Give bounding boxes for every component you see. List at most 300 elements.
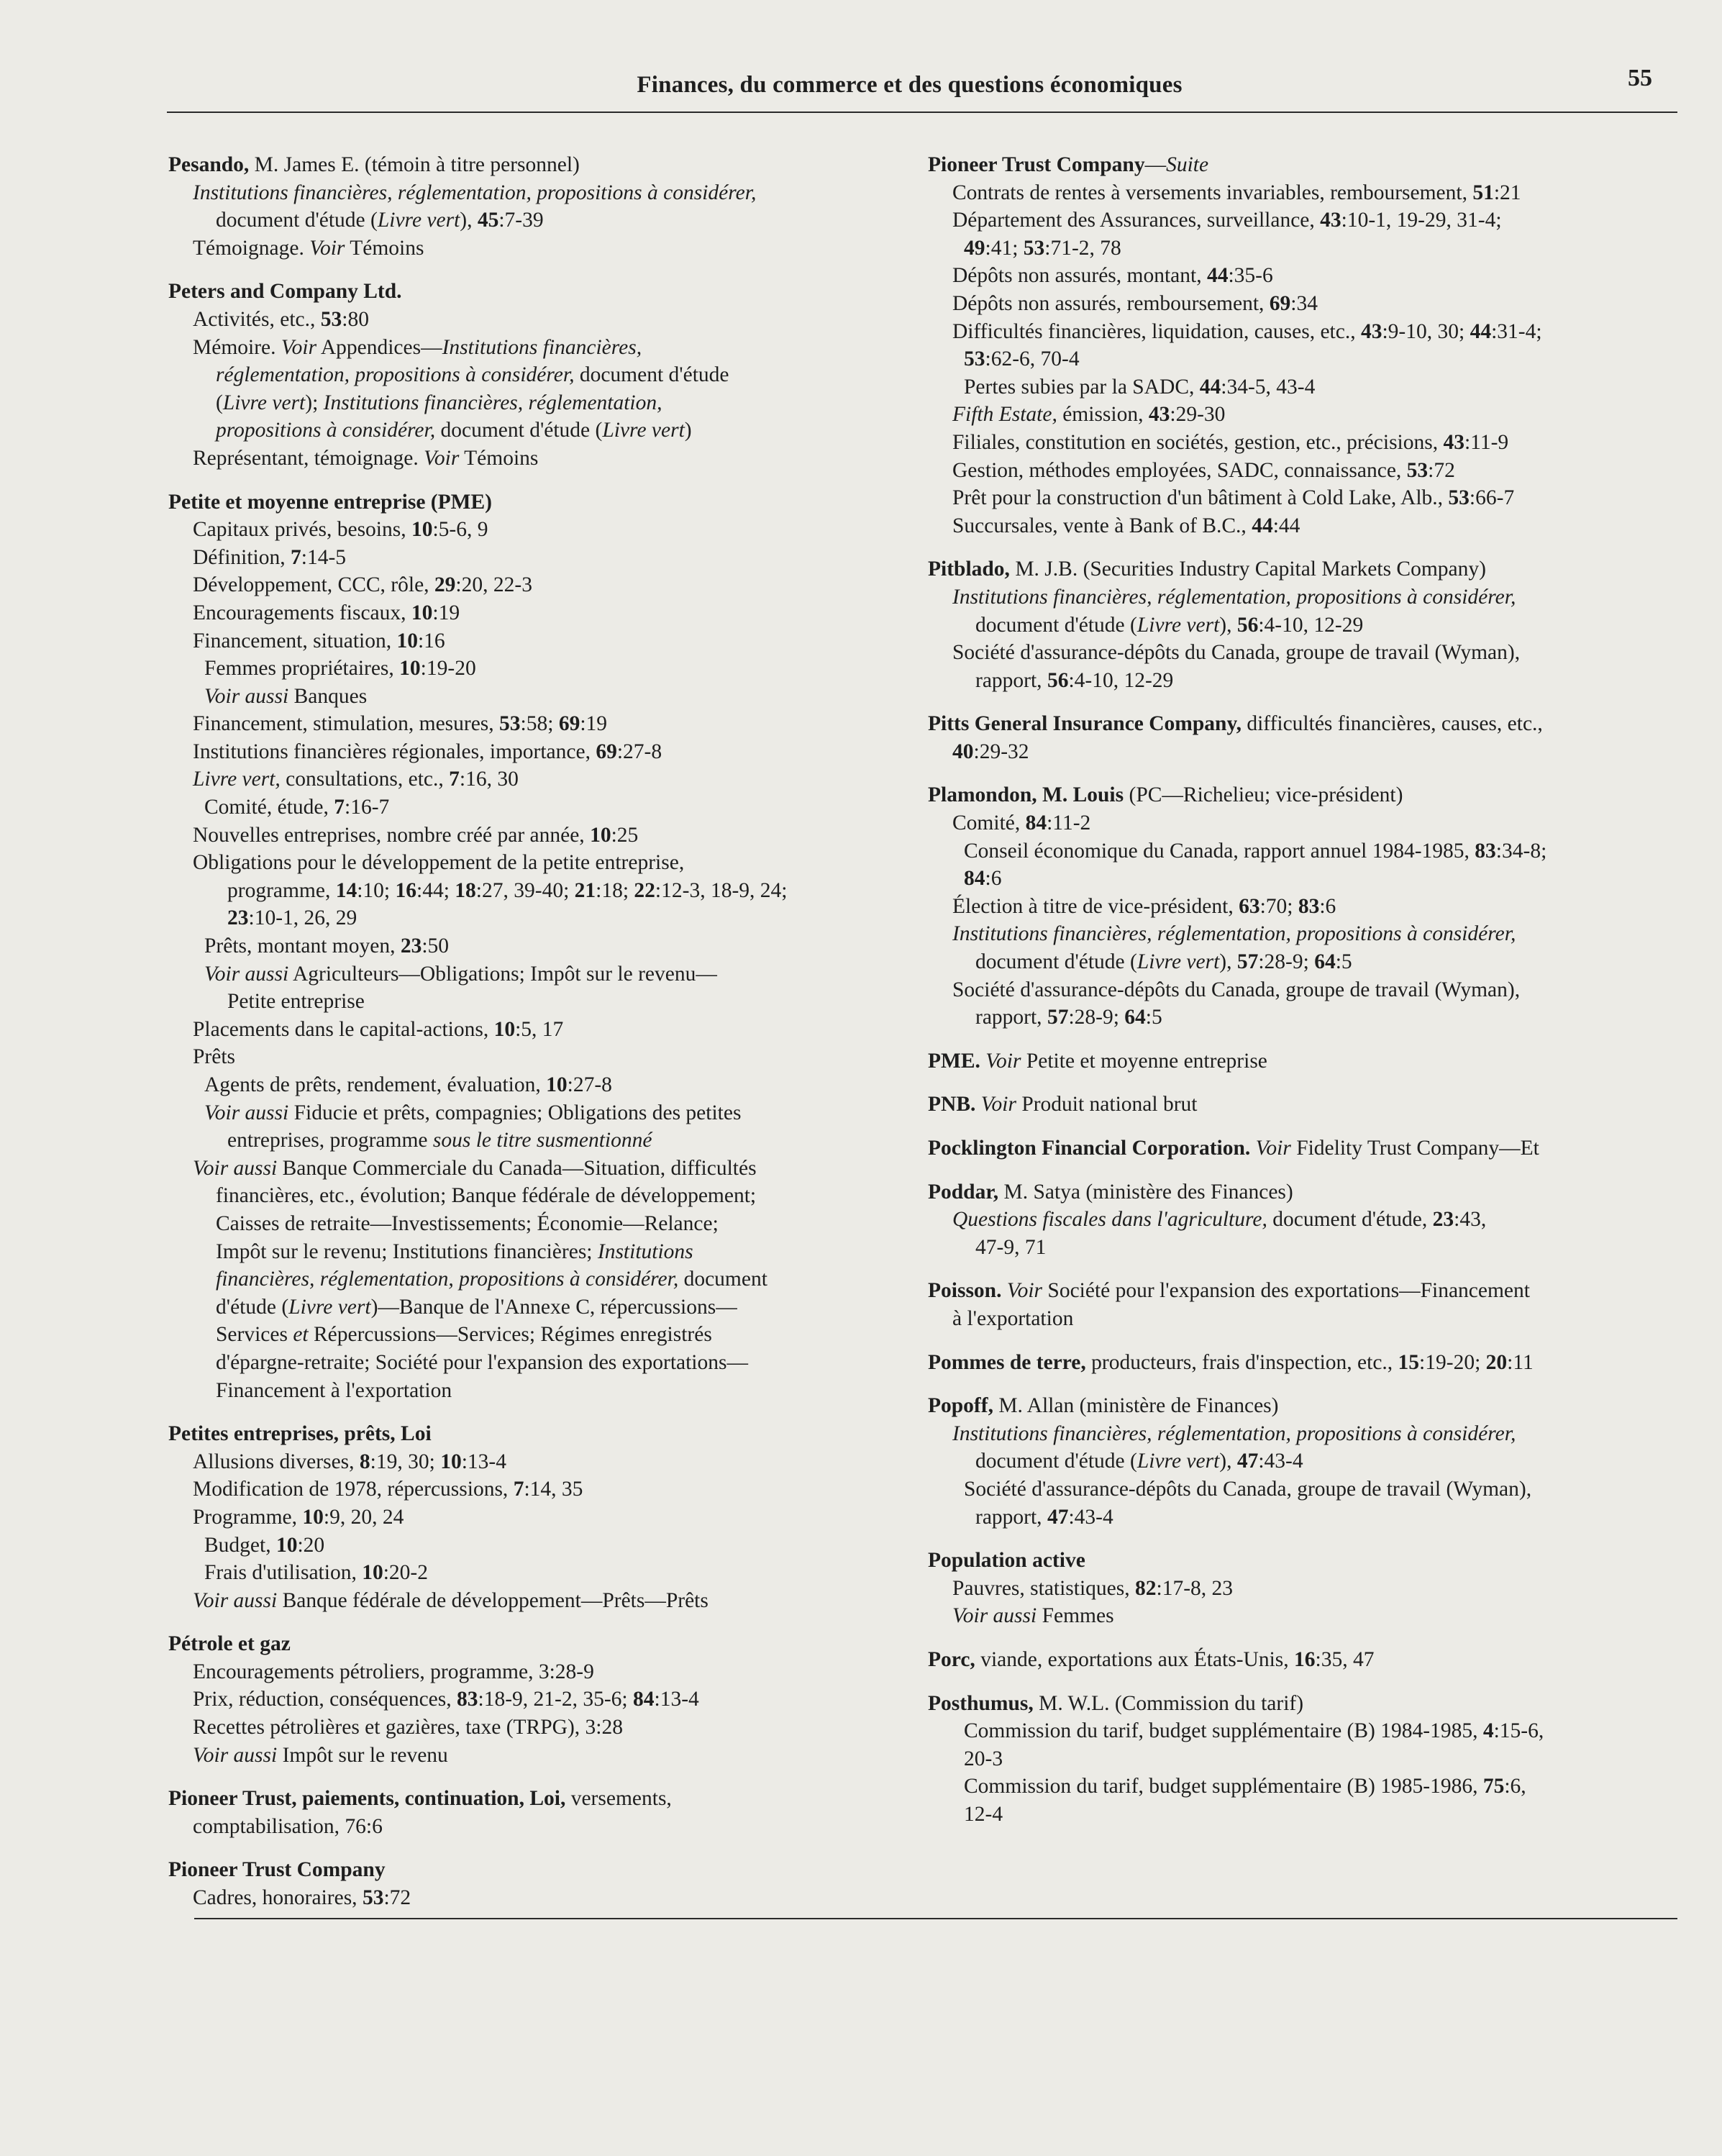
italic-text: Institutions financières, réglementation, propositions à considérer, [193, 181, 757, 204]
bold-text: 53 [1406, 458, 1429, 482]
text-run: Dépôts non assurés, montant, [952, 264, 1207, 288]
index-entry [928, 781, 1683, 1031]
italic-text: Voir aussi [204, 962, 289, 986]
italic-text: Institutions financières, réglementation, propositions à considérer, [952, 585, 1516, 609]
index-subentry-line [928, 1801, 1683, 1829]
text-run: :34-8; [1495, 839, 1547, 863]
text-run: :25 [611, 823, 639, 847]
bold-text: 29 [434, 573, 456, 597]
text-run: )—Banque de l'Annexe C, répercussions— [370, 1295, 737, 1319]
index-subentry-line [168, 627, 909, 655]
index-subentry-line [928, 865, 1683, 893]
index-heading-line [168, 1785, 909, 1813]
index-subentry-line [168, 417, 909, 445]
bold-text: 45 [477, 209, 499, 232]
text-run: Nouvelles entreprises, nombre créé par année, [193, 823, 591, 847]
index-subentry-line [168, 1813, 909, 1841]
index-subentry-line [928, 262, 1683, 290]
text-run: :27-8 [616, 740, 662, 763]
bold-text: 10 [590, 823, 611, 847]
bold-text: 47 [1236, 1450, 1259, 1473]
italic-text: Voir aussi [193, 1156, 278, 1180]
italic-text: Suite [1166, 153, 1209, 176]
text-run: Élection à titre de vice-président, [952, 894, 1239, 918]
text-run: :7-39 [498, 209, 544, 232]
page-header [167, 63, 1652, 114]
text-run: Témoins [345, 236, 424, 260]
text-run: :6 [1319, 894, 1336, 918]
index-heading-line [168, 151, 909, 179]
text-run: :62-6, 70-4 [985, 347, 1080, 371]
italic-text: Voir [980, 1093, 1016, 1116]
text-run: :58; [520, 712, 559, 736]
bold-text: Pitts General Insurance Company, [928, 712, 1242, 736]
text-run: ), [1219, 613, 1237, 637]
bold-text: 4 [1482, 1719, 1494, 1743]
index-heading-line [928, 1134, 1683, 1163]
index-subentry-line [928, 1575, 1683, 1603]
text-run: :10; [357, 878, 396, 902]
index-subentry-line [928, 206, 1683, 235]
text-run: Modification de 1978, répercussions, [193, 1478, 514, 1501]
bold-text: 83 [1298, 894, 1320, 918]
text-run: (PC—Richelieu; vice-président) [1124, 783, 1403, 807]
text-run: :19-20; [1419, 1350, 1486, 1374]
text-run: :72 [383, 1886, 411, 1910]
bold-text: 21 [574, 878, 596, 902]
text-run: Petite et moyenne entreprise [1021, 1049, 1267, 1073]
text-run: Contrats de rentes à versements invariables, remboursement, [952, 181, 1473, 204]
index-entry [928, 1091, 1683, 1119]
bold-text: Petites entreprises, prêts, Loi [168, 1422, 432, 1446]
index-subentry-line [168, 361, 909, 389]
index-subentry-line [168, 1127, 909, 1155]
bold-text: 63 [1239, 894, 1260, 918]
index-subentry-line [168, 988, 909, 1016]
text-run: Filiales, constitution en sociétés, gestion, etc., précisions, [952, 430, 1444, 454]
italic-text: Livre vert [1136, 613, 1220, 637]
text-run: :70; [1259, 894, 1298, 918]
text-run: Répercussions—Services; Régimes enregistrés [308, 1323, 712, 1347]
text-run: :71-2, 78 [1044, 236, 1121, 260]
text-run: :15-6, [1493, 1719, 1544, 1743]
text-run: Prêts, montant moyen, [204, 934, 401, 958]
index-subentry-line [168, 904, 909, 932]
index-entry [928, 1690, 1683, 1829]
index-subentry-line [168, 1532, 909, 1560]
text-run: Financement à l'exportation [216, 1378, 452, 1402]
index-column-right [928, 151, 1683, 1844]
text-run: versements, [565, 1787, 672, 1811]
index-heading-line [928, 1047, 1683, 1075]
bold-text: 44 [1470, 319, 1492, 343]
text-run: M. W.L. (Commission du tarif) [1033, 1691, 1304, 1715]
text-run: :34-5, 43-4 [1221, 375, 1316, 399]
text-run: document d'étude ( [975, 1450, 1137, 1473]
text-run: :34 [1290, 291, 1318, 315]
text-run: :19 [432, 601, 460, 624]
index-subentry-line [168, 1238, 909, 1266]
bold-text: 57 [1236, 950, 1259, 974]
index-heading-line [928, 1646, 1683, 1674]
text-run: :20 [297, 1533, 325, 1557]
bold-text: Pioneer Trust Company [168, 1858, 386, 1882]
text-run: d'étude ( [216, 1295, 289, 1319]
text-run: M. Satya (ministère des Finances) [998, 1180, 1293, 1204]
text-run: Financement, stimulation, mesures, [193, 712, 500, 736]
text-run: :28-9; [1068, 1006, 1125, 1029]
text-run: :20-2 [383, 1561, 428, 1585]
text-run: :29-30 [1170, 403, 1226, 427]
italic-text: sous le titre susmentionné [432, 1129, 652, 1152]
text-run: :11-2 [1047, 811, 1091, 835]
bold-text: 7 [513, 1478, 524, 1501]
text-run: :16 [417, 629, 445, 652]
text-run: :80 [342, 307, 369, 331]
index-subentry-line [928, 457, 1683, 485]
index-column-left [168, 151, 909, 1928]
index-subentry-line [928, 583, 1683, 611]
text-run: M. J.B. (Securities Industry Capital Markets Company) [1009, 558, 1486, 581]
bold-text: 7 [291, 545, 301, 569]
index-subentry-line [928, 1717, 1683, 1745]
italic-text: Livre vert [377, 209, 460, 232]
bold-text: 20 [1485, 1350, 1508, 1374]
text-run: :72 [1428, 458, 1455, 482]
index-subentry-line [928, 1206, 1683, 1234]
bold-text: 75 [1482, 1775, 1505, 1798]
bold-text: Plamondon, M. Louis [928, 783, 1124, 807]
text-run: ) [684, 419, 692, 442]
italic-text: Voir aussi [204, 684, 289, 708]
index-subentry-line [928, 1305, 1683, 1333]
bold-text: 44 [1252, 514, 1273, 537]
page-number: 55 [1628, 65, 1652, 91]
index-subentry-line [928, 1447, 1683, 1475]
text-run: financières, etc., évolution; Banque fédérale de développement; [216, 1184, 757, 1208]
index-subentry-line [168, 1587, 909, 1615]
text-run: Impôt sur le revenu [277, 1743, 448, 1767]
index-subentry-line [168, 1559, 909, 1587]
text-run: 47-9, 71 [975, 1235, 1047, 1259]
text-run: :35, 47 [1315, 1647, 1375, 1671]
italic-text: Institutions financières, réglementation, propositions à considérer, [952, 922, 1516, 946]
index-subentry-line [168, 683, 909, 711]
text-run: Obligations pour le développement de la petite entreprise, [193, 851, 685, 875]
index-subentry-line [928, 1234, 1683, 1262]
bold-text: 10 [411, 601, 433, 624]
text-run: Développement, CCC, rôle, [193, 573, 434, 597]
text-run: Banque fédérale de développement—Prêts—Prêts [277, 1588, 709, 1612]
index-subentry-line [928, 1504, 1683, 1532]
index-subentry-line [168, 932, 909, 960]
index-heading-line [168, 1856, 909, 1884]
bold-text: 64 [1124, 1006, 1146, 1029]
bold-text: Pommes de terre, [928, 1350, 1086, 1374]
index-subentry-line [168, 1321, 909, 1349]
italic-text: Institutions financières, réglementation, propositions à considérer, [952, 1422, 1516, 1445]
italic-text: Institutions [597, 1240, 693, 1263]
index-entry [928, 1547, 1683, 1630]
bold-text: 56 [1047, 668, 1069, 692]
text-run: :6 [985, 867, 1002, 891]
text-run: :12-3, 18-9, 24; [655, 878, 788, 902]
index-subentry-line [168, 960, 909, 988]
text-run: consultations, etc., [280, 768, 450, 791]
index-subentry-line [928, 920, 1683, 948]
bold-text: 84 [633, 1688, 655, 1711]
text-run: Département des Assurances, surveillance, [952, 209, 1321, 232]
bold-text: 56 [1236, 613, 1259, 637]
bold-text: 57 [1047, 1006, 1069, 1029]
index-subentry-line [168, 1658, 909, 1686]
text-run: Témoins [459, 446, 539, 470]
bold-text: Pétrole et gaz [168, 1632, 291, 1656]
index-subentry-line [168, 1182, 909, 1210]
text-run: viande, exportations aux États-Unis, [975, 1647, 1295, 1671]
italic-text: Voir aussi [193, 1743, 278, 1767]
index-subentry-line [168, 1504, 909, 1532]
bold-text: 84 [964, 867, 985, 891]
text-run: :17-8, 23 [1156, 1576, 1234, 1600]
index-entry [928, 1047, 1683, 1075]
text-run: ), [1219, 950, 1237, 974]
text-run: Fiducie et prêts, compagnies; Obligations des petites [288, 1101, 742, 1124]
bold-text: 22 [634, 878, 655, 902]
text-run: Budget, [204, 1533, 276, 1557]
text-run: Gestion, méthodes employées, SADC, connaissance, [952, 458, 1407, 482]
text-run: entreprises, programme [227, 1129, 433, 1152]
index-entry [168, 278, 909, 472]
bold-text: Pioneer Trust, paiements, continuation, Loi, [168, 1787, 566, 1811]
text-run: :19, 30; [370, 1450, 441, 1473]
bold-text: Poddar, [928, 1180, 999, 1204]
text-run: :14, 35 [524, 1478, 583, 1501]
italic-text: Voir [1255, 1137, 1291, 1160]
index-subentry-line [928, 1004, 1683, 1032]
index-heading-line [928, 781, 1683, 809]
bold-text: 43 [1148, 403, 1170, 427]
bold-text: 83 [1475, 839, 1496, 863]
index-subentry-line [168, 765, 909, 793]
bold-text: Pocklington Financial Corporation. [928, 1137, 1251, 1160]
text-run: Mémoire. [193, 335, 281, 359]
bold-text: 44 [1199, 375, 1221, 399]
italic-text: Voir aussi [193, 1588, 278, 1612]
index-subentry-line [928, 345, 1683, 373]
text-run: :27-8 [567, 1073, 612, 1096]
index-entry [168, 1420, 909, 1614]
text-run: Programme, [193, 1505, 303, 1529]
text-run: difficultés financières, causes, etc., [1241, 712, 1543, 736]
index-subentry-line [168, 1475, 909, 1504]
index-subentry-line [928, 738, 1683, 766]
text-run: rapport, [975, 1006, 1047, 1029]
text-run: Caisses de retraite—Investissements; Économie—Relance; [216, 1211, 719, 1235]
index-heading-line [928, 555, 1683, 583]
text-run: :4-10, 12-29 [1258, 613, 1364, 637]
text-run: Produit national brut [1016, 1093, 1198, 1116]
bold-text: Porc, [928, 1647, 975, 1671]
index-subentry-line [168, 1884, 909, 1912]
italic-text: Questions fiscales dans l'agriculture, [952, 1208, 1267, 1232]
text-run: :28-9; [1258, 950, 1315, 974]
bold-text: 44 [1206, 264, 1229, 288]
text-run: rapport, [975, 1505, 1047, 1529]
text-run: ), [1219, 1450, 1237, 1473]
index-entry [168, 1785, 909, 1840]
index-entry [928, 1134, 1683, 1163]
text-run: Frais d'utilisation, [204, 1561, 363, 1585]
index-subentry-line [928, 1420, 1683, 1448]
text-run: Comité, étude, [204, 796, 334, 819]
index-subentry-line [928, 429, 1683, 457]
text-run: Prix, réduction, conséquences, [193, 1688, 457, 1711]
text-run: :6, [1504, 1775, 1526, 1798]
bold-text: 40 [952, 740, 974, 763]
bold-text: Petite et moyenne entreprise (PME) [168, 490, 492, 514]
text-run: 12-4 [964, 1802, 1003, 1826]
index-heading-line [928, 1091, 1683, 1119]
bold-text: 7 [449, 768, 460, 791]
text-run: :20, 22-3 [455, 573, 532, 597]
text-run: ); [305, 391, 324, 414]
text-run: Définition, [193, 545, 291, 569]
index-heading-line [928, 1690, 1683, 1718]
text-run: Dépôts non assurés, remboursement, [952, 291, 1270, 315]
index-subentry-line [168, 793, 909, 822]
text-run: Encouragements fiscaux, [193, 601, 411, 624]
index-entry [928, 1646, 1683, 1674]
text-run: Pertes subies par la SADC, [964, 375, 1200, 399]
bold-text: Popoff, [928, 1394, 993, 1418]
index-subentry-line [928, 1773, 1683, 1801]
text-run: :43-4 [1258, 1450, 1303, 1473]
index-entry [928, 710, 1683, 765]
bold-text: 82 [1135, 1576, 1157, 1600]
text-run: producteurs, frais d'inspection, etc., [1085, 1350, 1398, 1374]
text-run: document d'étude ( [975, 613, 1137, 637]
text-run: Société pour l'expansion des exportations—Financement [1042, 1279, 1530, 1303]
bold-text: 16 [1294, 1647, 1316, 1671]
bold-text: 23 [227, 906, 249, 930]
text-run: :16-7 [345, 796, 390, 819]
text-run: :10-1, 19-29, 31-4; [1341, 209, 1502, 232]
index-entry [928, 1178, 1683, 1262]
index-subentry-line [168, 334, 909, 362]
index-entry [168, 1856, 909, 1911]
index-heading-line [168, 1630, 909, 1658]
text-run: Femmes propriétaires, [204, 657, 400, 681]
bold-text: PME. [928, 1049, 980, 1073]
text-run: Cadres, honoraires, [193, 1886, 363, 1910]
italic-text: Institutions financières, [442, 335, 642, 359]
bold-text: 69 [596, 740, 617, 763]
index-subentry-line [168, 1293, 909, 1322]
text-run: Fidelity Trust Company—Et [1290, 1137, 1539, 1160]
index-heading-line [928, 1547, 1683, 1575]
text-run: comptabilisation, 76:6 [193, 1814, 383, 1838]
text-run: Prêts [193, 1045, 235, 1069]
italic-text: Voir [281, 335, 317, 359]
bold-text: 69 [558, 712, 580, 736]
index-subentry-line [928, 893, 1683, 921]
text-run: :5, 17 [515, 1017, 564, 1041]
index-entry [928, 555, 1683, 694]
index-entry [168, 151, 909, 262]
bold-text: 53 [499, 712, 521, 736]
text-run: — [1144, 153, 1167, 176]
bold-text: 10 [546, 1073, 568, 1096]
bold-text: 43 [1320, 209, 1341, 232]
bold-text: 10 [302, 1505, 324, 1529]
text-run: :44; [416, 878, 455, 902]
text-run: :16, 30 [459, 768, 519, 791]
text-run: Agents de prêts, rendement, évaluation, [204, 1073, 547, 1096]
italic-text: Voir aussi [952, 1604, 1037, 1628]
bold-text: Pioneer Trust Company [928, 153, 1145, 176]
text-run: Prêt pour la construction d'un bâtiment à Cold Lake, Alb., [952, 486, 1449, 510]
bold-text: 10 [440, 1450, 462, 1473]
text-run: M. James E. (témoin à titre personnel) [249, 153, 580, 176]
text-run: Services [216, 1323, 293, 1347]
index-subentry-line [168, 1742, 909, 1770]
index-entry [928, 1392, 1683, 1531]
index-entry [928, 1277, 1683, 1332]
text-run: :41; [985, 236, 1024, 260]
index-subentry-line [928, 976, 1683, 1004]
index-subentry-line [928, 318, 1683, 346]
bold-text: 15 [1398, 1350, 1420, 1374]
bold-text: 16 [395, 878, 417, 902]
index-subentry-line [168, 1377, 909, 1405]
index-subentry-line [168, 1071, 909, 1099]
text-run: d'épargne-retraite; Société pour l'expansion des exportations— [216, 1350, 748, 1374]
index-entry [168, 1630, 909, 1769]
text-run: ), [460, 209, 478, 232]
text-run [975, 1093, 980, 1116]
text-run: :18; [596, 878, 634, 902]
index-heading-line [168, 1420, 909, 1448]
bold-text: 49 [964, 236, 985, 260]
bold-text: 51 [1472, 181, 1494, 204]
index-subentry-line [168, 1099, 909, 1127]
text-run: document [678, 1268, 767, 1291]
footer-rule [194, 1918, 1677, 1919]
italic-text: Voir [424, 446, 460, 470]
text-run: Allusions diverses, [193, 1450, 360, 1473]
italic-text: Voir [309, 236, 345, 260]
index-subentry-line [168, 599, 909, 627]
text-run: :13-4 [461, 1450, 506, 1473]
running-title: Finances, du commerce et des questions économiques [637, 72, 1183, 98]
text-run: Société d'assurance-dépôts du Canada, groupe de travail (Wyman), [952, 641, 1521, 665]
index-subentry-line [928, 1475, 1683, 1504]
index-subentry-line [168, 1210, 909, 1238]
bold-text: 83 [457, 1688, 478, 1711]
text-run: document d'étude ( [216, 209, 378, 232]
index-subentry-line [168, 1155, 909, 1183]
text-run: Banques [288, 684, 368, 708]
index-heading-line [928, 1392, 1683, 1420]
text-run: Pauvres, statistiques, [952, 1576, 1136, 1600]
text-run: M. Allan (ministère de Finances) [993, 1394, 1279, 1418]
bold-text: 53 [1023, 236, 1045, 260]
bold-text: Pitblado, [928, 558, 1010, 581]
italic-text: réglementation, propositions à considérer, [216, 363, 575, 387]
bold-text: 69 [1269, 291, 1291, 315]
text-run: document d'étude [574, 363, 729, 387]
